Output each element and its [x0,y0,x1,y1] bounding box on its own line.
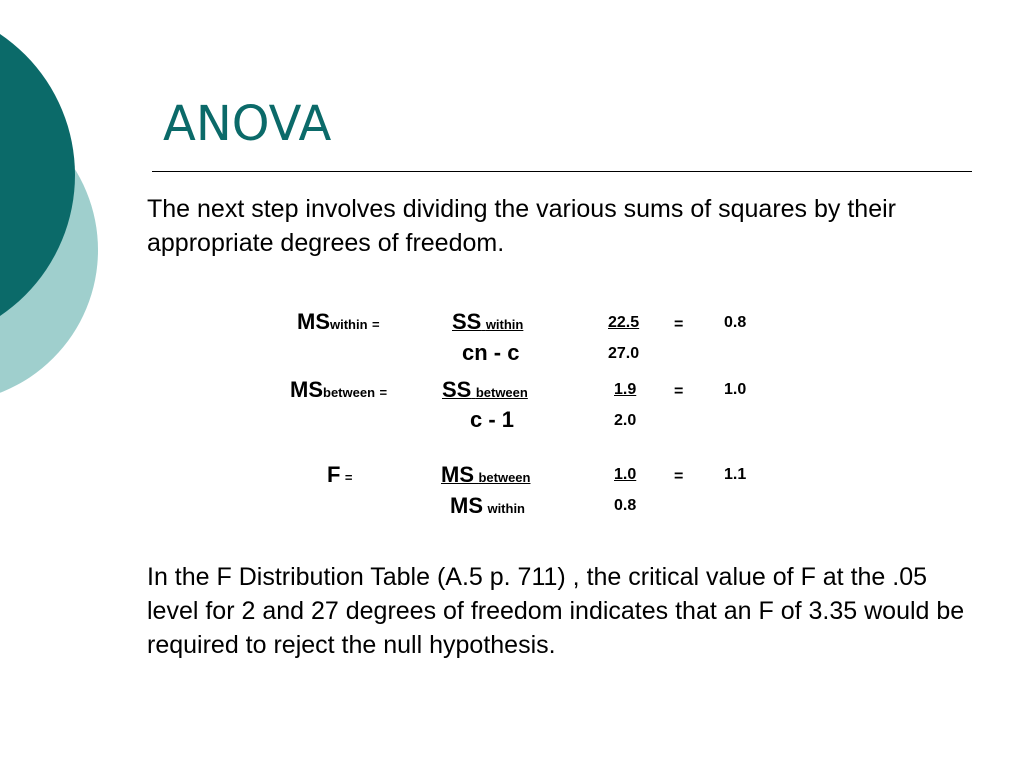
f-den-sub: within [487,501,525,516]
f-result: 1.1 [724,466,747,483]
ms-between-main: MS [290,377,323,402]
ss-between-numerator [442,377,528,403]
f-equals: = [344,470,353,485]
f-main: F [327,462,341,487]
f-value-denominator: 0.8 [614,497,637,514]
ms-between-denominator: c - 1 [470,407,515,432]
ms-between-equals: = [379,385,388,400]
ms-between-sub: between [323,385,376,400]
ms-between-value-numerator: 1.9 [614,381,637,398]
f-num-sub: between [478,470,531,485]
f-num-main: MS [441,462,474,487]
ms-between-value-denominator: 2.0 [614,412,637,429]
slide-title: ANOVA [163,96,332,152]
ms-within-main: MS [297,309,330,334]
ss-within-main: SS [452,309,482,334]
f-result-equals: = [674,468,684,485]
ms-between-result: 1.0 [724,381,747,398]
f-label [327,462,353,488]
ms-between-numerator [441,462,530,488]
intro-paragraph: The next step involves dividing the various sums of squares by their appropriate degrees of freedom. [147,195,896,257]
ms-between-result-equals: = [674,383,684,400]
ms-within-denominator: cn - c [462,340,520,365]
ms-within-value-denominator: 27.0 [608,345,640,362]
ss-between-main: SS [442,377,472,402]
ss-within-numerator [452,309,523,335]
ms-between-label [290,377,387,403]
decorative-circles [0,0,110,420]
ss-between-sub: between [475,385,528,400]
f-value-numerator: 1.0 [614,466,637,483]
f-den-main: MS [450,493,483,518]
title-divider [152,171,972,172]
ms-within-value-numerator: 22.5 [608,314,640,331]
ss-within-sub: within [485,317,524,332]
ms-within-result: 0.8 [724,314,747,331]
ms-within-label [297,309,380,335]
conclusion-paragraph: In the F Distribution Table (A.5 p. 711) , the critical value of F at the .05 level for 2 and 27 degrees of freedom indicates that an F of 3.35 would be required to reject the null hypothesis. [147,563,965,659]
ms-within-result-equals: = [674,316,684,333]
ms-within-denominator [450,493,525,519]
ms-within-equals: = [372,317,380,332]
ms-within-sub: within [330,317,368,332]
